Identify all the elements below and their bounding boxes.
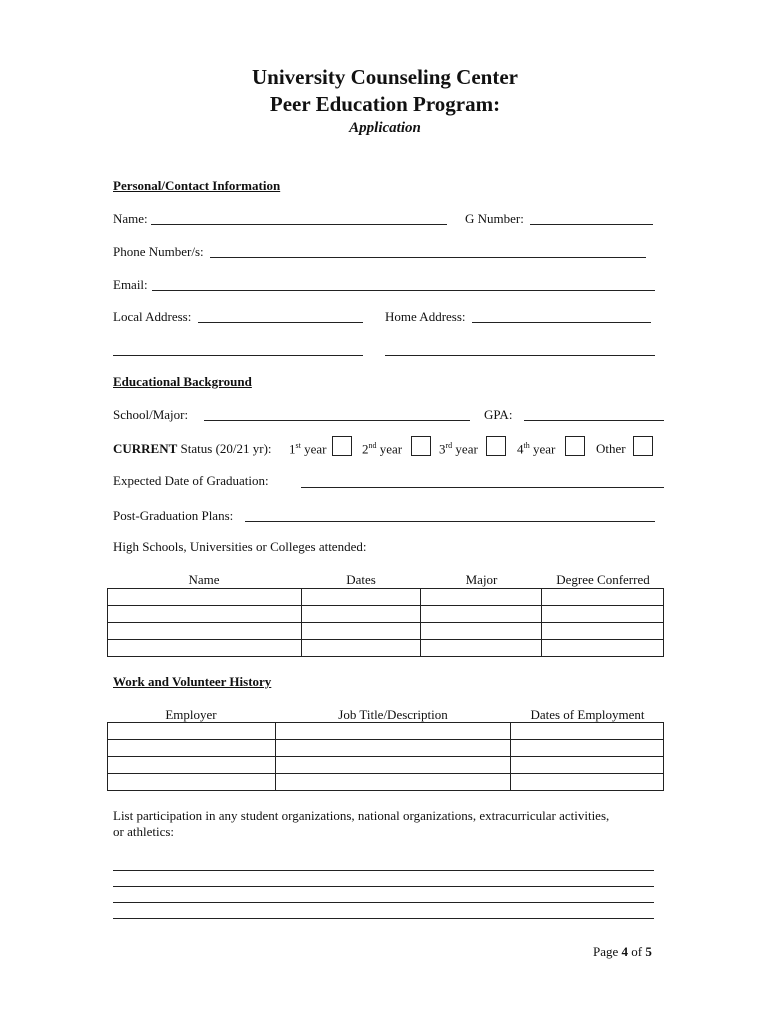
table-cell[interactable] [275, 774, 511, 791]
year-2-checkbox[interactable] [411, 436, 431, 456]
table-cell[interactable] [301, 623, 421, 640]
table-cell[interactable] [275, 723, 511, 740]
table-cell[interactable] [108, 589, 302, 606]
year-1-checkbox[interactable] [332, 436, 352, 456]
table-cell[interactable] [108, 640, 302, 657]
year-1-label: 1st year [289, 441, 327, 457]
table-cell[interactable] [421, 606, 542, 623]
table-cell[interactable] [108, 774, 276, 791]
local-address-field[interactable] [198, 322, 363, 323]
local-address-label: Local Address: [113, 309, 192, 324]
graduation-label: Expected Date of Graduation: [113, 473, 269, 488]
table-cell[interactable] [542, 606, 664, 623]
form-title-line1: University Counseling Center [252, 65, 518, 89]
gpa-field[interactable] [524, 420, 664, 421]
activities-field-line3[interactable] [113, 902, 654, 903]
home-address-field-line2[interactable] [385, 355, 655, 356]
schools-header-name: Name [188, 572, 220, 587]
schools-attended-label: High Schools, Universities or Colleges attended: [113, 539, 367, 554]
work-header-job-title: Job Title/Description [338, 707, 448, 722]
form-title-line2: Peer Education Program: [269, 92, 501, 116]
other-label: Other [596, 441, 626, 456]
activities-field-line1[interactable] [113, 870, 654, 871]
table-cell[interactable] [511, 757, 664, 774]
table-cell[interactable] [301, 606, 421, 623]
table-cell[interactable] [511, 774, 664, 791]
table-cell[interactable] [108, 623, 302, 640]
table-cell[interactable] [275, 740, 511, 757]
other-checkbox[interactable] [633, 436, 653, 456]
activities-prompt-line1: List participation in any student organizations, national organizations, extracurricular activities, [113, 808, 610, 823]
year-3-checkbox[interactable] [486, 436, 506, 456]
work-header-employer: Employer [165, 707, 217, 722]
local-address-field-line2[interactable] [113, 355, 363, 356]
table-row [108, 606, 664, 623]
year-2-label: 2nd year [362, 441, 403, 457]
education-section-title: Educational Background [113, 374, 252, 389]
work-section-title: Work and Volunteer History [113, 674, 272, 689]
table-cell[interactable] [108, 757, 276, 774]
table-cell[interactable] [542, 589, 664, 606]
table-cell[interactable] [108, 606, 302, 623]
schools-table [107, 588, 664, 657]
table-cell[interactable] [421, 589, 542, 606]
table-cell[interactable] [542, 640, 664, 657]
activities-prompt-line2: or athletics: [113, 824, 175, 839]
name-label: Name: [113, 211, 148, 226]
table-cell[interactable] [108, 723, 276, 740]
home-address-field[interactable] [472, 322, 651, 323]
activities-field-line4[interactable] [113, 918, 654, 919]
current-status-label: CURRENT Status (20/21 yr): [113, 441, 272, 456]
table-row [108, 774, 664, 791]
post-grad-label: Post-Graduation Plans: [113, 508, 234, 523]
table-cell[interactable] [301, 640, 421, 657]
table-cell[interactable] [511, 723, 664, 740]
table-row [108, 723, 664, 740]
g-number-label: G Number: [465, 211, 524, 226]
g-number-field[interactable] [530, 224, 653, 225]
post-grad-field[interactable] [245, 521, 655, 522]
phone-label: Phone Number/s: [113, 244, 204, 259]
table-row [108, 757, 664, 774]
personal-section-title: Personal/Contact Information [113, 178, 281, 193]
table-cell[interactable] [421, 623, 542, 640]
table-row [108, 640, 664, 657]
year-4-checkbox[interactable] [565, 436, 585, 456]
table-cell[interactable] [301, 589, 421, 606]
year-3-label: 3rd year [439, 441, 478, 457]
work-header-dates: Dates of Employment [530, 707, 645, 722]
graduation-field[interactable] [301, 487, 664, 488]
table-cell[interactable] [421, 640, 542, 657]
table-row [108, 740, 664, 757]
table-cell[interactable] [275, 757, 511, 774]
email-field[interactable] [152, 290, 655, 291]
page-number: Page 4 of 5 [593, 944, 652, 959]
activities-field-line2[interactable] [113, 886, 654, 887]
table-cell[interactable] [542, 623, 664, 640]
schools-header-major: Major [465, 572, 498, 587]
work-table [107, 722, 664, 791]
table-row [108, 623, 664, 640]
table-row [108, 589, 664, 606]
name-field[interactable] [151, 224, 447, 225]
gpa-label: GPA: [484, 407, 513, 422]
schools-header-dates: Dates [346, 572, 376, 587]
form-subtitle: Application [349, 120, 421, 136]
year-4-label: 4th year [517, 441, 556, 457]
schools-header-degree: Degree Conferred [556, 572, 650, 587]
school-major-label: School/Major: [113, 407, 189, 422]
home-address-label: Home Address: [385, 309, 466, 324]
table-cell[interactable] [108, 740, 276, 757]
email-label: Email: [113, 277, 148, 292]
school-major-field[interactable] [204, 420, 470, 421]
phone-field[interactable] [210, 257, 646, 258]
table-cell[interactable] [511, 740, 664, 757]
